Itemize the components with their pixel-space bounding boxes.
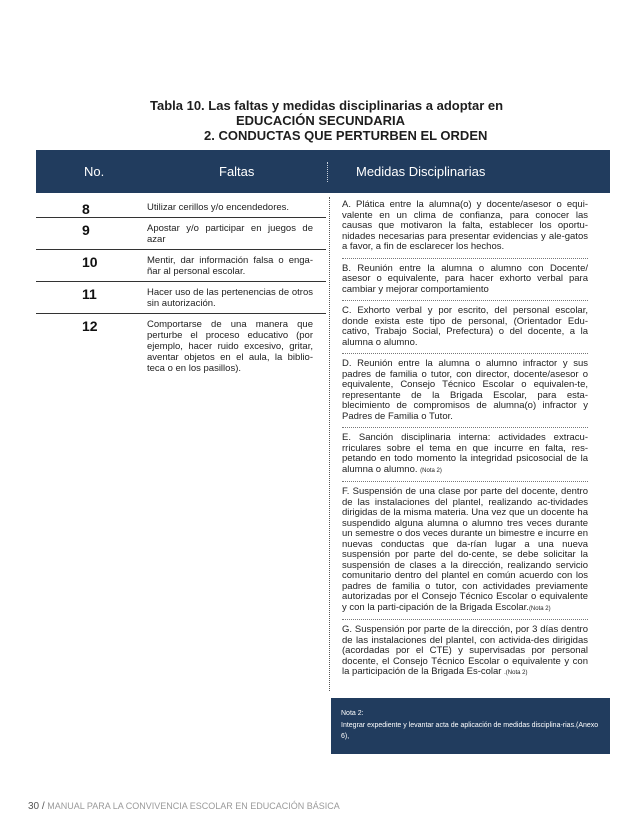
falta-text: Comportarse de una manera que perturbe el proceso educativo (por ejemplo, hacer ruido excesivo, gritar, aventar objetos en el aula, la biblio-teca o en los pasillos). <box>147 319 313 374</box>
medida-a: A. Plática entre la alumna(o) y docente/asesor o equi-valente en un clima de confianza, para conocer las causas que motivaron la falta, establecer los oportu-nidades necesarias para presentar evidencias y ale-gatos a favor, a fin de esclarecer los hechos. <box>342 200 588 259</box>
nota-box <box>331 698 610 754</box>
header-medidas: Medidas Disciplinarias <box>356 164 486 179</box>
falta-text: Apostar y/o participar en juegos de azar <box>147 223 313 245</box>
falta-text: Utilizar cerillos y/o encendedores. <box>147 202 290 213</box>
header-faltas: Faltas <box>219 164 255 179</box>
nota-ref: (Nota 2) <box>528 605 551 612</box>
nota-text: Integrar expediente y levantar acta de aplicación de medidas disciplina-rias.(Anexo 6), <box>341 722 599 740</box>
faltas-list <box>36 197 326 384</box>
medida-b: B. Reunión entre la alumna o alumno con Docente/ asesor o equivalente, para hacer exhorto verbal para cambiar y mejorar comportamiento <box>342 264 588 302</box>
falta-number: 12 <box>82 318 98 334</box>
falta-number: 9 <box>82 222 90 238</box>
medida-f <box>342 487 588 620</box>
falta-number: 10 <box>82 254 98 270</box>
table-header <box>36 150 610 193</box>
falta-text: Hacer uso de las pertenencias de otros sin autorización. <box>147 287 313 309</box>
column-divider <box>329 197 330 691</box>
nota-label: Nota 2: <box>341 710 364 717</box>
page-number: 30 / <box>28 801 45 812</box>
table-row <box>36 197 326 218</box>
medida-f-text: F. Suspensión de una clase por parte del docente, dentro de las instalaciones del plantel, realizando ac-tividades dirigidas de la misma materia. Una vez que un docente ha suspendido alguna alumna o alumno tres veces durante un semestre o dos veces durante un bimestre e incurre en nuevas conductas que da-rían lugar a una nueva suspensión por parte del do-cente, se debe solicitar la suspensión de clases a la dirección, realizando servicio comunitario dentro del plantel en común acuerdo con los padres de familia o tutor, con actividades previamente autorizadas por el Consejo Técnico Escolar o equivalente y con la parti-cipación de la Brigada Escolar. <box>342 486 588 613</box>
medida-g <box>342 625 588 684</box>
page-footer <box>28 801 340 812</box>
medida-d: D. Reunión entre la alumna o alumno infractor y sus padres de familia o tutor, con director, docente/asesor o equivalente, Consejo Técnico Escolar o equivalen-te, representante de la Brigada Escolar, para esta-blecimiento de compromisos de alumna(o) infractor y Padres de Familia o Tutor. <box>342 359 588 428</box>
header-divider <box>327 162 328 182</box>
table-row <box>36 314 326 384</box>
nota-ref: .(Nota 2) <box>504 670 528 676</box>
medidas-list <box>342 200 588 689</box>
table-title <box>0 98 638 143</box>
medida-g-text: G. Suspensión por parte de la dirección, por 3 días dentro de las instalaciones del plantel, con activida-des dirigidas (acordadas por el CTE) y supervisadas por personal docente, el Consejo Técnico Escolar o equivalente y con la participación de la Brigada Es-colar <box>342 624 588 677</box>
table-row <box>36 250 326 282</box>
table-row <box>36 282 326 314</box>
manual-title: MANUAL PARA LA CONVIVENCIA ESCOLAR EN EDUCACIÓN BÁSICA <box>47 801 340 811</box>
table-title-line2: EDUCACIÓN SECUNDARIA <box>236 113 406 128</box>
medida-c: C. Exhorto verbal y por escrito, del personal escolar, donde exista este tipo de personal, (Orientador Edu-cativo, Trabajo Social, Prefectura) o del docente, a la alumna o alumno. <box>342 306 588 354</box>
header-no: No. <box>84 164 105 179</box>
table-row <box>36 218 326 250</box>
medida-e-text: E. Sanción disciplinaria interna: actividades extracu-rriculares sobre el tema en que incurre en falta, res-petando en todo momento la integridad psicosocial de la alumna o alumno. <box>342 432 588 475</box>
nota-ref: (Nota 2) <box>420 467 442 474</box>
table-title-line1: Tabla 10. Las faltas y medidas disciplinarias a adoptar en <box>150 98 504 113</box>
falta-number: 11 <box>82 286 97 302</box>
falta-text: Mentir, dar información falsa o enga-ñar al personal escolar. <box>147 255 313 277</box>
medida-e <box>342 433 588 482</box>
table-title-line3: 2. CONDUCTAS QUE PERTURBEN EL ORDEN <box>204 128 488 143</box>
falta-number: 8 <box>82 201 90 217</box>
